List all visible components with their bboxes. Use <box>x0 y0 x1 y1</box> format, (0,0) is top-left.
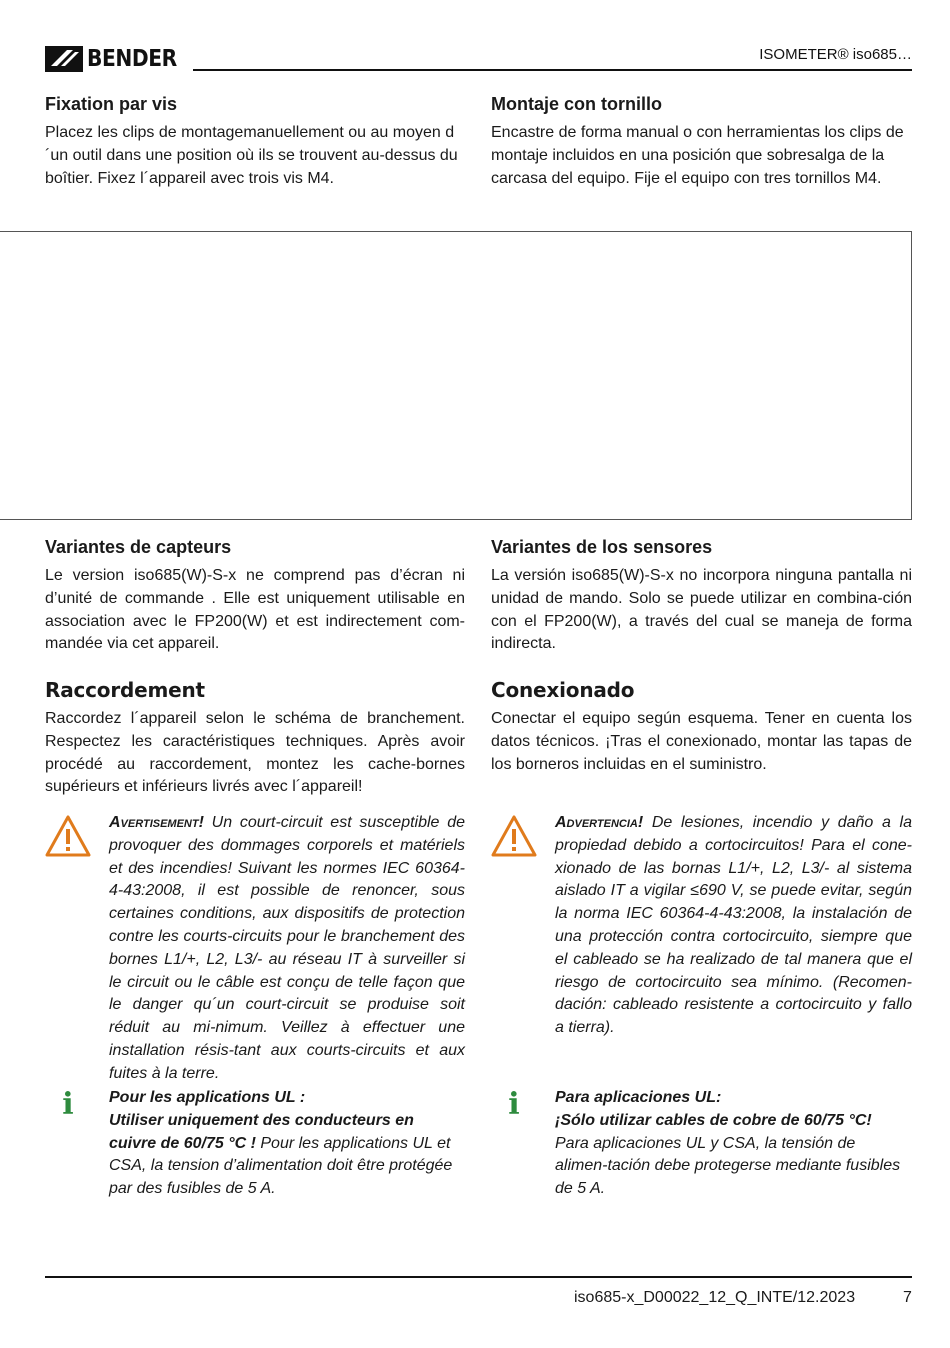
section-text: La versión iso685(W)-S-x no incorpora ninguna pantalla ni unidad de mando. Solo se puede utilizar en combina-ción con el FP200(W), a través del cual se maneja de forma indirecta. <box>491 567 912 653</box>
section-heading: Raccordement <box>45 678 205 702</box>
info-line1: Pour les applications UL : <box>109 1089 306 1106</box>
fixation-section-es <box>491 93 912 190</box>
info-line2: ¡Sólo utilizar cables de cobre de 60/75 °C! <box>555 1111 872 1129</box>
warning-body: De lesiones, incendio y daño a la propiedad debido a cortocircuitos! Para el cone-xionado de las bornas L1/+, L2, L3/- al sistema aislado IT a vigilar ≤690 V, se puede evitar, según la norma IEC 60364-4-43:2008, la instalación de una protección contra cortocircuito, siempre que el cableado se ha realizado de tal manera que el riesgo de cortocircuito sea mínimo. (Recomen-dación: cableado resistente a cortocircuito y fallo a tierra). <box>555 814 912 1037</box>
section-text: Raccordez l´appareil selon le schéma de branchement. Respectez les caractéristiques techniques. Après avoir procédé au raccordement, montez les cache-bornes supérieurs et inférieurs livrés avec l´appareil! <box>45 710 465 796</box>
warning-triangle-icon <box>44 814 92 858</box>
connection-section-es <box>491 678 912 776</box>
section-heading: Montaje con tornillo <box>491 94 662 114</box>
figure-frame <box>0 231 912 520</box>
bender-logo <box>45 44 175 74</box>
info-icon: i <box>508 1087 520 1122</box>
info-line1: Para aplicaciones UL: <box>555 1089 722 1106</box>
bender-logo-icon <box>45 46 83 72</box>
logo-text: BENDER <box>87 46 177 72</box>
warning-note-fr <box>109 812 465 1086</box>
section-heading: Conexionado <box>491 678 635 702</box>
warning-text <box>109 812 465 1086</box>
info-body: Para aplicaciones UL y CSA, la tensión de alimen-tación debe protegerse mediante fusibles de 5 A. <box>555 1134 901 1198</box>
section-text: Encastre de forma manual o con herramientas los clips de montaje incluidos en una posición que sobresalga de la carcasa del equipo. Fije el equipo con tres tornillos M4. <box>491 124 904 187</box>
info-note-fr <box>109 1087 465 1201</box>
info-line2: Utiliser uniquement des conducteurs en cuivre de 60/75 °C ! <box>109 1111 414 1152</box>
warning-text <box>555 812 912 1040</box>
section-heading: Fixation par vis <box>45 94 178 114</box>
variants-section-es <box>491 536 912 656</box>
page-number: 7 <box>903 1289 912 1306</box>
fixation-section-fr <box>45 93 465 190</box>
info-note-es <box>555 1087 912 1201</box>
document-title: ISOMETER® iso685… <box>759 46 912 63</box>
header-divider <box>193 69 912 71</box>
section-heading: Variantes de los sensores <box>491 537 713 557</box>
info-body: Pour les applications UL et CSA, la tension d’alimentation doit être protégée par des fusibles de 5 A. <box>109 1134 453 1198</box>
section-heading: Variantes de capteurs <box>45 537 232 557</box>
warning-lead: Advertencia! <box>555 814 644 831</box>
footer-document-id: iso685-x_D00022_12_Q_INTE/12.2023 <box>574 1289 856 1306</box>
footer-divider <box>45 1276 912 1278</box>
warning-note-es <box>555 812 912 1040</box>
warning-lead: Avertisement! <box>109 814 204 831</box>
info-text <box>555 1087 912 1201</box>
section-text: Placez les clips de montagemanuellement ou au moyen d´un outil dans une position où ils se trouvent au-dessus du boîtier. Fixez l´appareil avec trois vis M4. <box>45 124 458 187</box>
info-icon: i <box>62 1087 74 1122</box>
variants-section-fr <box>45 536 465 656</box>
info-text <box>109 1087 465 1201</box>
connection-section-fr <box>45 678 465 799</box>
section-text: Conectar el equipo según esquema. Tener en cuenta los datos técnicos. ¡Tras el conexionado, montar las tapas de los borneros incluidas en el suministro. <box>491 710 912 773</box>
warning-body: Un court-circuit est susceptible de provoquer des dommages corporels et matériels et des incendies! Suivant les normes IEC 60364-4-43:2008, il est possible de renoncer, sous certaines conditions, aux dispositifs de protection contre les courts-circuits pour le branchement des bornes L1/+, L2, L3/- au réseau IT à surveiller si le circuit ou le câble est conçu de telle façon que le danger qu´un court-circuit se produise soit réduit au mi-nimum. Veillez à effectuer une installation résis-tant aux courts-circuits et aux fuites à la terre. <box>109 814 465 1082</box>
section-text: Le version iso685(W)-S-x ne comprend pas d’écran ni d’unité de commande . Elle est uniquement utilisable en association avec le FP200(W) et est indirectement com-mandée via cet appareil. <box>45 567 465 653</box>
warning-triangle-icon <box>490 814 538 858</box>
